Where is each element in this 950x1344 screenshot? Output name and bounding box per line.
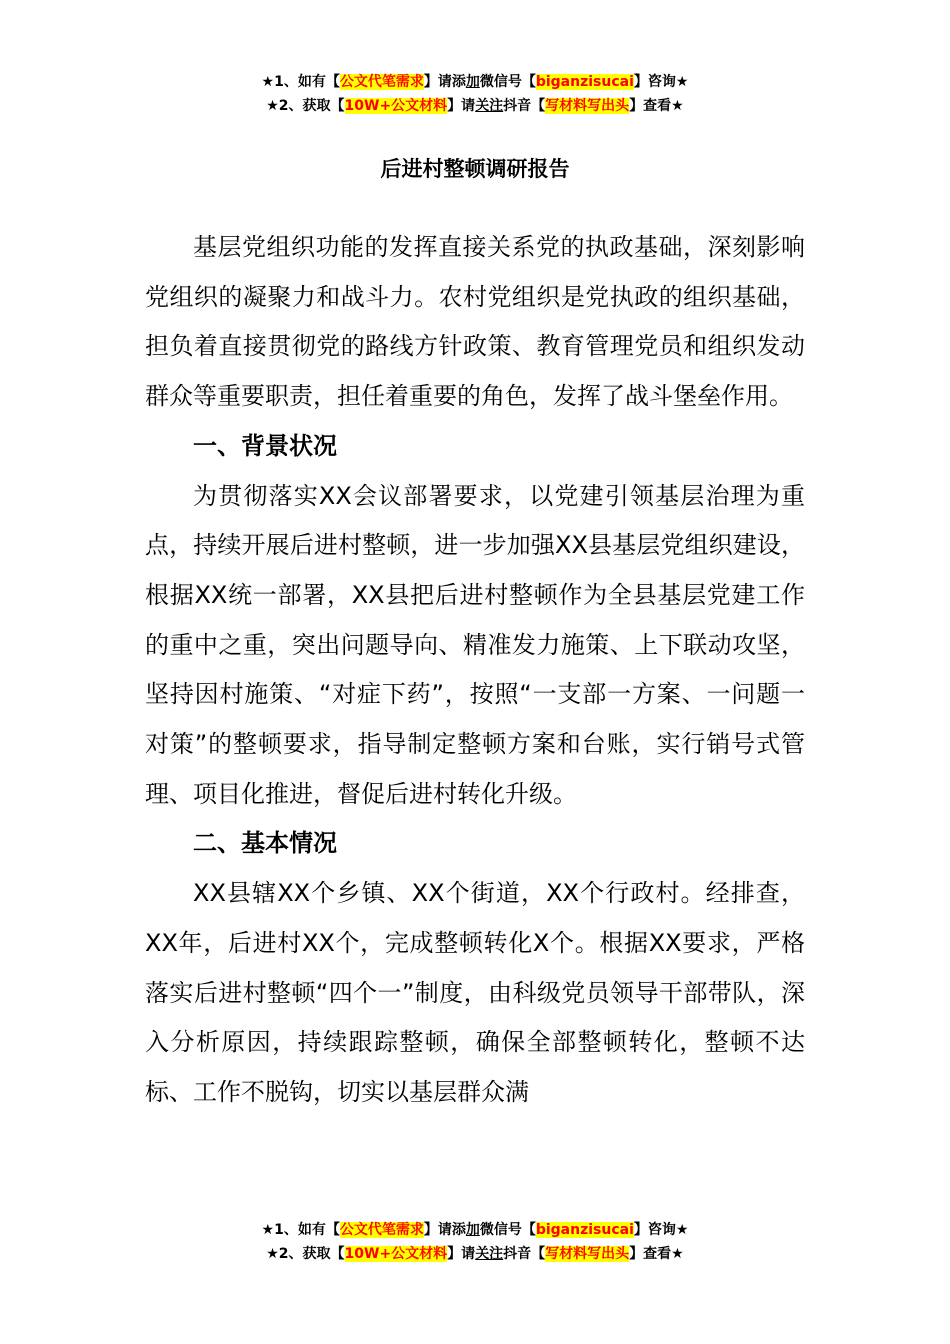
banner-underlined-text: 加 — [465, 1222, 480, 1238]
section-heading-basic-situation: 二、基本情况 — [193, 829, 337, 858]
banner-text: ★2、获取【 — [266, 1246, 345, 1262]
banner-text: 】请 — [447, 1246, 476, 1262]
top-banner — [0, 70, 950, 118]
banner-underlined-text: 关注 — [475, 98, 504, 114]
highlight-douyin-account: 写材料写出头 — [545, 1246, 630, 1262]
banner-text: ★2、获取【 — [266, 98, 345, 114]
highlight-service: 公文代笔需求 — [339, 1222, 424, 1238]
highlight-materials: 10W+公文材料 — [344, 1246, 448, 1262]
section-heading-background: 一、背景状况 — [193, 431, 337, 460]
banner-text: 微信号【 — [479, 1222, 536, 1238]
banner-line-2 — [0, 1242, 950, 1266]
document-body — [145, 223, 805, 1118]
banner-text: 】请添 — [423, 1222, 466, 1238]
banner-underlined-text: 关注 — [475, 1246, 504, 1262]
section-paragraph-basic-situation: XX县辖XX个乡镇、XX个街道，XX个行政村。经排查，XX年，后进村XX个，完成整顿转化X个。根据XX要求，严格落实后进村整顿“四个一”制度，由科级党员领导干部带队，深入分析原因，持续跟踪整顿，确保全部整顿转化，整顿不达标、工作不脱钩，切实以基层群众满 — [145, 879, 805, 1106]
document-title: 后进村整顿调研报告 — [380, 157, 570, 181]
banner-text: 】咨询★ — [633, 1222, 689, 1238]
banner-underlined-text: 加 — [465, 74, 480, 90]
banner-text: 】查看★ — [629, 98, 684, 114]
highlight-service: 公文代笔需求 — [339, 74, 424, 90]
intro-paragraph: 基层党组织功能的发挥直接关系党的执政基础，深刻影响党组织的凝聚力和战斗力。农村党组织是党执政的组织基础，担负着直接贯彻党的路线方针政策、教育管理党员和组织发动群众等重要职责，担任着重要的角色，发挥了战斗堡垒作用。 — [145, 233, 805, 411]
banner-text: 抖音【 — [503, 1246, 546, 1262]
banner-line-1 — [0, 1218, 950, 1242]
section-paragraph-background: 为贯彻落实XX会议部署要求，以党建引领基层治理为重点，持续开展后进村整顿，进一步加强XX县基层党组织建设，根据XX统一部署，XX县把后进村整顿作为全县基层党建工作的重中之重，突出问题导向、精准发力施策、上下联动攻坚，坚持因村施策、“对症下药”，按照“一支部一方案、一问题一对策”的整顿要求，指导制定整顿方案和台账，实行销号式管理、项目化推进，督促后进村转化升级。 — [145, 481, 805, 808]
banner-text: 】查看★ — [629, 1246, 684, 1262]
highlight-materials: 10W+公文材料 — [344, 98, 448, 114]
banner-line-1 — [0, 70, 950, 94]
banner-text: 抖音【 — [503, 98, 546, 114]
banner-text: 微信号【 — [479, 74, 536, 90]
highlight-wechat-id: biganzisucai — [535, 74, 634, 90]
banner-line-2 — [0, 94, 950, 118]
bottom-banner — [0, 1218, 950, 1266]
banner-text: ★1、如有【 — [261, 74, 340, 90]
highlight-douyin-account: 写材料写出头 — [545, 98, 630, 114]
banner-text: 】请 — [447, 98, 476, 114]
highlight-wechat-id: biganzisucai — [535, 1222, 634, 1238]
banner-text: ★1、如有【 — [261, 1222, 340, 1238]
banner-text: 】请添 — [423, 74, 466, 90]
banner-text: 】咨询★ — [633, 74, 689, 90]
